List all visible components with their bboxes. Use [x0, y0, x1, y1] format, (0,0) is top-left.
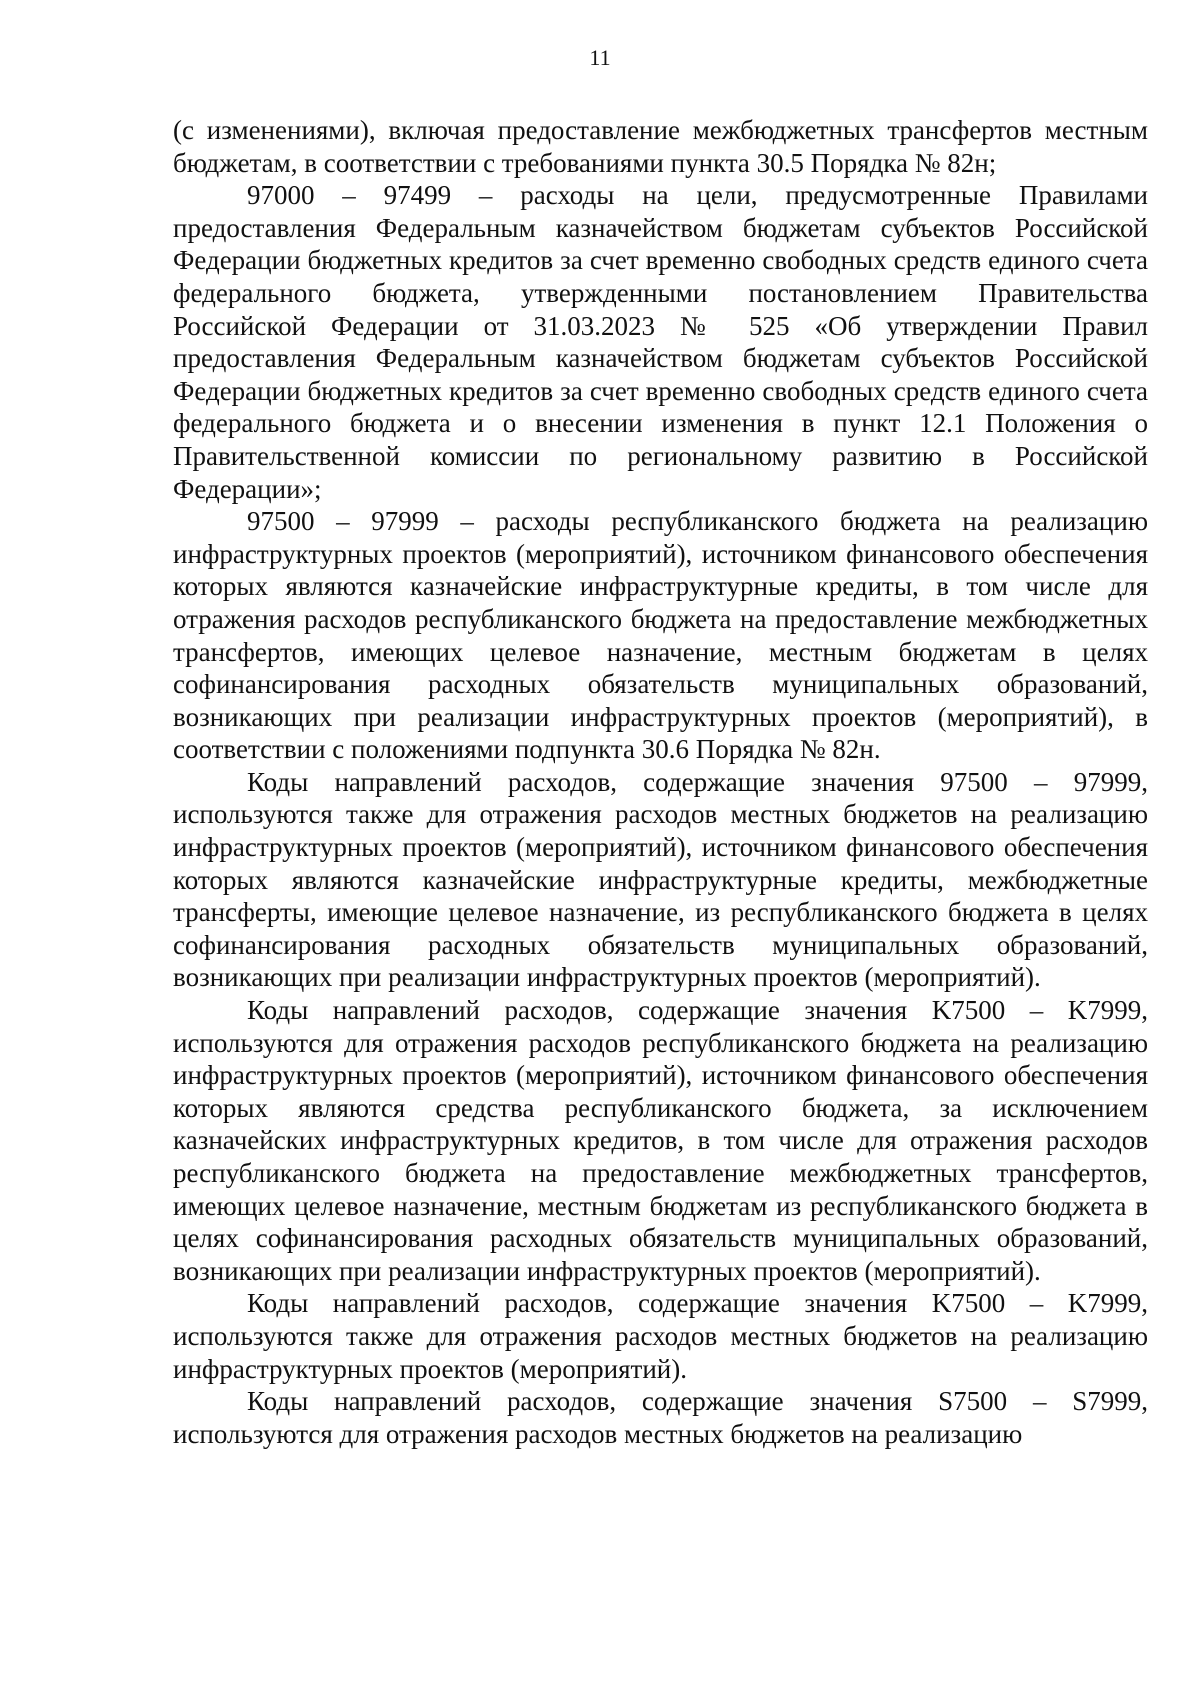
paragraph-local-budgets-k7500: Коды направлений расходов, содержащие значения K7500 – K7999, используются также для отражения расходов местных бюджетов на реализацию инфраструктурных проектов (мероприятий). — [173, 1288, 1148, 1384]
paragraph-code-s7500-s7999: Коды направлений расходов, содержащие значения S7500 – S7999, используются для отражения расходов местных бюджетов на реализацию — [173, 1386, 1148, 1449]
paragraph-local-budgets-97500: Коды направлений расходов, содержащие значения 97500 – 97999, используются также для отражения расходов местных бюджетов на реализацию инфраструктурных проектов (мероприятий), источником финансового обеспечения которых являются казначейские инфраструктурные кредиты, межбюджетные трансферты, имеющие целевое назначение, из республиканского бюджета в целях софинансирования расходных обязательств муниципальных образований, возникающих при реализации инфраструктурных проектов (мероприятий). — [173, 766, 1148, 993]
document-body — [173, 114, 1148, 1450]
paragraph-code-97500-97999: 97500 – 97999 – расходы республиканского бюджета на реализацию инфраструктурных проектов (мероприятий), источником финансового обеспечения которых являются казначейские инфраструктурные кредиты, в том числе для отражения расходов республиканского бюджета на предоставление межбюджетных трансфертов, имеющих целевое назначение, местным бюджетам в целях софинансирования расходных обязательств муниципальных образований, возникающих при реализации инфраструктурных проектов (мероприятий), в соответствии с положениями подпункта 30.6 Порядка № 82н. — [173, 506, 1148, 765]
paragraph-code-k7500-k7999: Коды направлений расходов, содержащие значения K7500 – K7999, используются для отражения расходов республиканского бюджета на реализацию инфраструктурных проектов (мероприятий), источником финансового обеспечения которых являются средства республиканского бюджета, за исключением казначейских инфраструктурных кредитов, в том числе для отражения расходов республиканского бюджета на предоставление межбюджетных трансфертов, имеющих целевое назначение, местным бюджетам из республиканского бюджета в целях софинансирования расходных обязательств муниципальных образований, возникающих при реализации инфраструктурных проектов (мероприятий). — [173, 995, 1148, 1286]
page-number: 11 — [589, 45, 611, 70]
paragraph-continuation: (с изменениями), включая предоставление межбюджетных трансфертов местным бюджетам, в соответствии с требованиями пункта 30.5 Порядка № 82н; — [173, 115, 1148, 178]
paragraph-code-97000-97499: 97000 – 97499 – расходы на цели, предусмотренные Правилами предоставления Федеральным казначейством бюджетам субъектов Российской Федерации бюджетных кредитов за счет временно свободных средств единого счета федерального бюджета, утвержденными постановлением Правительства Российской Федерации от 31.03.2023 № 525 «Об утверждении Правил предоставления Федеральным казначейством бюджетам субъектов Российской Федерации бюджетных кредитов за счет временно свободных средств единого счета федерального бюджета и о внесении изменения в пункт 12.1 Положения о Правительственной комиссии по региональному развитию в Российской Федерации»; — [173, 180, 1148, 504]
